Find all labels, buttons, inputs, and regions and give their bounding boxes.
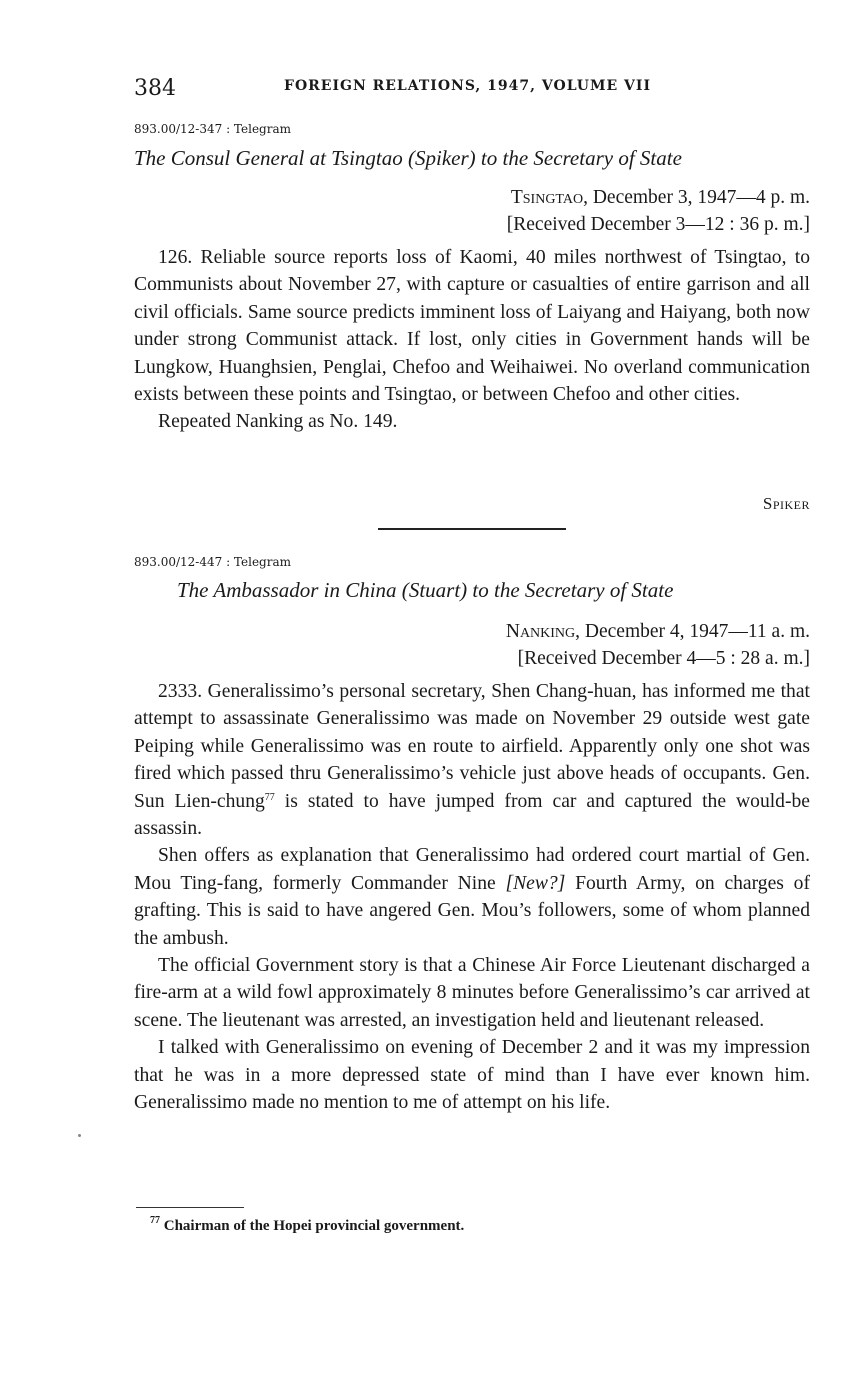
paragraph (134, 678, 810, 842)
dateline-date: , December 3, 1947—4 p. m. (583, 187, 810, 208)
telegram-body (134, 678, 810, 1117)
received-line: [Received December 3—12 : 36 p. m.] (506, 214, 810, 235)
document-title (177, 578, 673, 603)
paragraph-text: 2333. Generalissimo’s personal secretary, Shen Chang-huan, has informed me that attempt to assassinate Generalissimo was made on November 29 outside west gate Peiping while Generalissimo was en route to airfield. Apparently only one shot was fired which passed thru Generalissimo’s vehicle just above heads of occupants. Gen. Sun Lien-chung (134, 681, 810, 812)
paragraph: Repeated Nanking as No. 149. (158, 411, 398, 433)
paragraph: The official Government story is that a Chinese Air Force Lieutenant discharged a fire-arm at a wild fowl approximately 8 minutes before Generalissimo’s car arrived at scene. The lieutenant was arrested, an investigation held and lieutenant released. (134, 955, 810, 1031)
page-header (134, 74, 810, 104)
scan-speck (78, 1134, 81, 1137)
paragraph: I talked with Generalissimo on evening of December 2 and it was my impression that he was in a more depressed state of mind than I have ever known him. Generalissimo made no mention to me of attempt on his life. (134, 1037, 810, 1114)
footnote-rule (136, 1207, 244, 1208)
paragraph-text: is stated to have jumped from car and captured the would-be assassin. (134, 790, 810, 840)
document-title (134, 146, 682, 171)
signature: Spiker (762, 494, 810, 513)
title-person: Stuart (408, 578, 461, 602)
paragraph: 126. Reliable source reports loss of Kaomi, 40 miles northwest of Tsingtao, to Communists about November 27, with capture or casualties of entire garrison and all civil officials. Same source predicts imminent loss of Laiyang and Haiyang, both now under strong Communist attack. If lost, only cities in Government hands will be Lungkow, Huanghsien, Penglai, Chefoo and Weihaiwei. No overland communication exists between these points and Tsingtao, or between Chefoo and other cities. (134, 247, 810, 406)
dateline-place: Tsingtao (510, 187, 584, 208)
footnote-marker: 77 (150, 1215, 160, 1226)
dateline-date: , December 4, 1947—11 a. m. (575, 621, 810, 642)
footnote-reference: 77 (264, 791, 275, 803)
title-text: ) to the Secretary of State (460, 578, 674, 602)
paragraph-text: Fourth Army, on charges of grafting. This is said to have angered Gen. Mou’s followers, some of whom planned the ambush. (134, 872, 810, 949)
footnote-text: Chairman of the Hopei provincial government. (160, 1218, 465, 1234)
page-number: 384 (134, 76, 176, 101)
section-divider (378, 528, 566, 530)
title-text: ) to the Secretary of State (468, 146, 682, 170)
dateline (511, 187, 810, 209)
file-reference: 893.00/12-347 : Telegram (134, 122, 291, 136)
paragraph-text: Shen offers as explanation that Generalissimo had ordered court martial of Gen. Mou Ting-fang, formerly Commander Nine (134, 845, 810, 894)
telegram-body (134, 244, 810, 436)
editorial-insertion: [New?] (505, 872, 566, 894)
dateline-place: Nanking (505, 621, 576, 642)
paragraph (134, 842, 810, 952)
dateline (506, 621, 810, 643)
received-line: [Received December 4—5 : 28 a. m.] (517, 648, 810, 669)
title-person: Spiker (415, 146, 469, 170)
running-head: FOREIGN RELATIONS, 1947, VOLUME VII (284, 78, 651, 94)
footnote (150, 1215, 465, 1235)
title-text: The Ambassador in China ( (177, 578, 409, 602)
title-text: The Consul General at Tsingtao ( (134, 146, 415, 170)
file-reference: 893.00/12-447 : Telegram (134, 555, 291, 569)
